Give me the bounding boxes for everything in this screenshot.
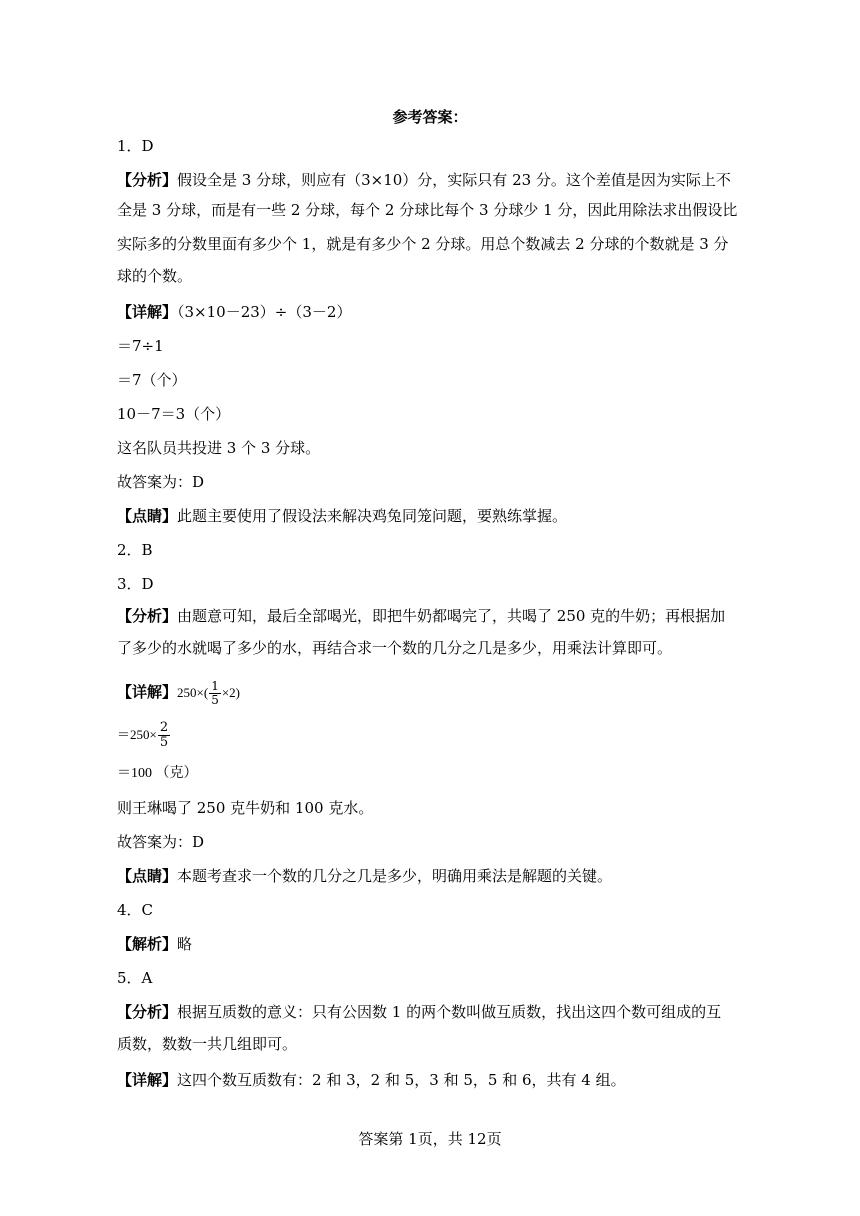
comment-label: 【点睛】	[117, 867, 178, 885]
comment-label: 【点睛】	[117, 507, 178, 525]
q1-comment-text: 此题主要使用了假设法来解决鸡兔同笼问题，要熟练掌握。	[177, 507, 568, 525]
formula-2-pre: ＝250×	[117, 727, 157, 742]
detail-label: 【详解】	[117, 1071, 178, 1089]
q3-comment-text: 本题考查求一个数的几分之几是多少，明确用乘法是解题的关键。	[177, 867, 613, 885]
q3-analysis	[117, 606, 737, 626]
q1-detail-line-2: ＝7÷1	[117, 337, 164, 355]
q5-answer: 5．A	[117, 969, 153, 987]
q3-analysis-line-1: 由题意可知，最后全部喝光，即把牛奶都喝完了，共喝了 250 克的牛奶；再根据加	[177, 607, 726, 625]
q2-answer: 2．B	[117, 541, 153, 559]
formula-1-post: ×2)	[221, 685, 240, 700]
analysis-label: 【解析】	[117, 935, 178, 953]
q3-detail-line-1: 则王琳喝了 250 克牛奶和 100 克水。	[117, 799, 374, 817]
q5-analysis-line-1: 根据互质数的意义：只有公因数 1 的两个数叫做互质数，找出这四个数可组成的互	[177, 1003, 722, 1021]
detail-label: 【详解】	[117, 683, 178, 701]
fraction-denominator: 5	[159, 734, 169, 750]
q1-analysis-line-2: 全是 3 分球，而是有一些 2 分球，每个 2 分球比每个 3 分球少 1 分，因此用除法求出假设比	[117, 201, 738, 219]
q3-answer: 3．D	[117, 575, 154, 593]
fraction	[158, 721, 170, 750]
q4-analysis-text: 略	[177, 935, 193, 953]
q1-comment	[117, 506, 737, 526]
q3-detail-formula-3: ＝100 （克）	[117, 766, 198, 781]
q5-detail	[117, 1070, 737, 1090]
fraction-numerator: 2	[159, 719, 169, 735]
q3-detail-formula-1	[117, 678, 737, 707]
q5-analysis	[117, 1002, 737, 1022]
q1-answer: 1．D	[117, 137, 154, 155]
q1-analysis-line-4: 球的个数。	[117, 267, 193, 285]
q5-detail-text: 这四个数互质数有：2 和 3，2 和 5，3 和 5，5 和 6，共有 4 组。	[177, 1071, 626, 1089]
q1-analysis	[117, 170, 737, 190]
q1-analysis-line-3: 实际多的分数里面有多少个 1，就是有多少个 2 分球。用总个数减去 2 分球的个数就是 3 分	[117, 235, 729, 253]
q1-detail-line-6: 故答案为：D	[117, 473, 205, 491]
q1-detail	[117, 302, 737, 322]
detail-label: 【详解】	[117, 303, 178, 321]
q1-analysis-line-1: 假设全是 3 分球，则应有（3×10）分，实际只有 23 分。这个差值是因为实际上不	[177, 171, 731, 189]
q1-detail-line-1: （3×10－23）÷（3－2）	[177, 303, 352, 321]
analysis-label: 【分析】	[117, 607, 178, 625]
q3-detail-line-2: 故答案为：D	[117, 833, 205, 851]
q1-detail-line-5: 这名队员共投进 3 个 3 分球。	[117, 439, 321, 457]
fraction-numerator: 1	[211, 678, 219, 693]
q1-detail-line-3: ＝7（个）	[117, 371, 187, 389]
q3-analysis-line-2: 了多少的水就喝了多少的水，再结合求一个数的几分之几是多少，用乘法计算即可。	[117, 639, 673, 657]
q1-detail-line-4: 10－7＝3（个）	[117, 405, 231, 423]
formula-1-pre: 250×(	[177, 685, 209, 700]
q4-answer: 4．C	[117, 901, 154, 919]
page-footer: 答案第 1页，共 12页	[358, 1130, 502, 1148]
fraction-denominator: 5	[211, 692, 219, 707]
q3-comment	[117, 866, 737, 886]
analysis-label: 【分析】	[117, 1003, 178, 1021]
q3-detail-formula-2	[117, 720, 737, 750]
page-title: 参考答案：	[392, 108, 468, 126]
q4-analysis	[117, 934, 737, 954]
fraction	[209, 680, 221, 707]
analysis-label: 【分析】	[117, 171, 178, 189]
q5-analysis-line-2: 质数，数数一共几组即可。	[117, 1035, 298, 1053]
